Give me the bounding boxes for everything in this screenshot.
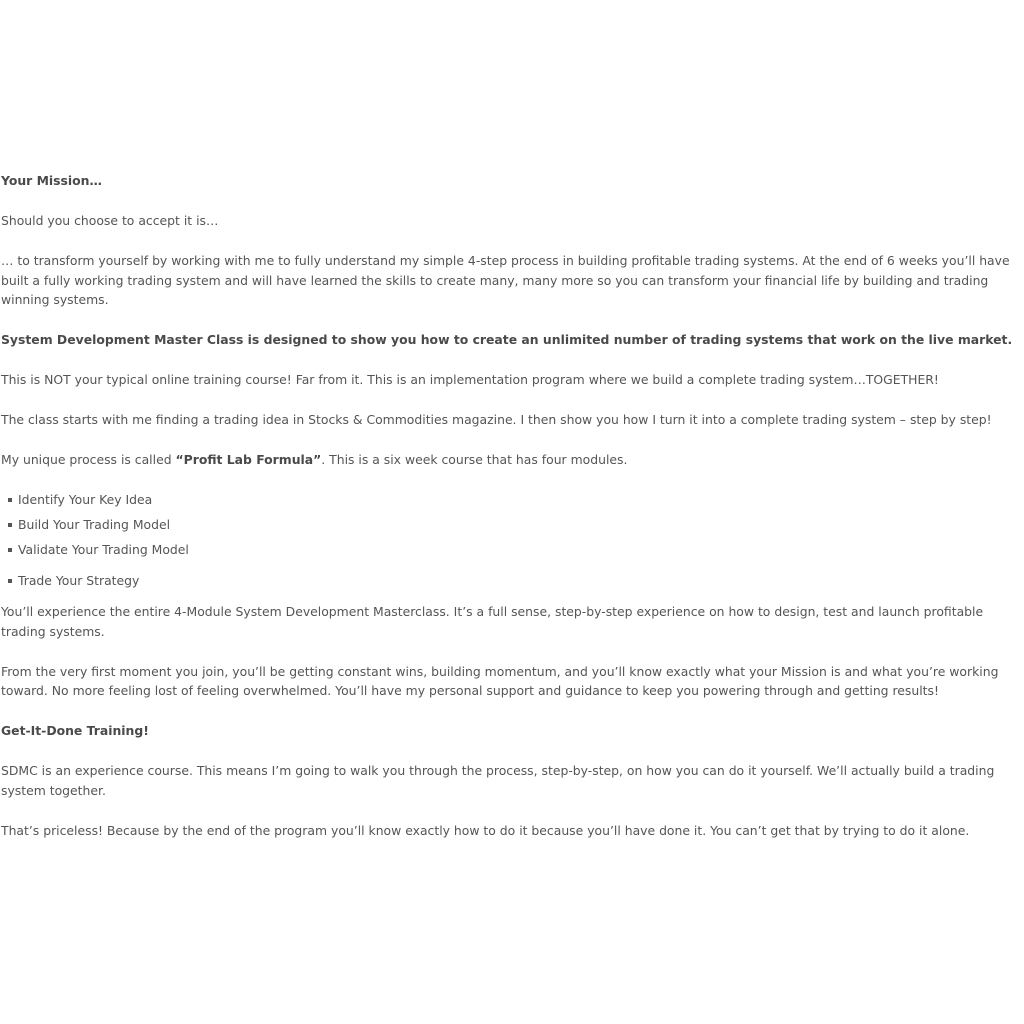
transform-paragraph: … to transform yourself by working with me to fully understand my simple 4-step process in building profitable trading systems. At the end of 6 weeks you’ll have built a fully working trading system and will have learned the skills to create many, many more so you can transform your financial life by building and trading winning systems. — [1, 253, 1010, 307]
first-moment-paragraph: From the very first moment you join, you’ll be getting constant wins, building momentum, and you’ll know exactly what your Mission is and what you’re working toward. No more feeling lost of feeling overwhelmed. You’ll have my personal support and guidance to keep you powering through and getting results! — [1, 663, 999, 698]
training-heading-text: Get-It-Done Training! — [1, 723, 149, 738]
process-name: “Profit Lab Formula” — [175, 452, 322, 467]
accept-line: Should you choose to accept it is… — [1, 213, 219, 228]
process-suffix: . This is a six week course that has four modules. — [321, 452, 628, 467]
master-class-statement-text: System Development Master Class is designed to show you how to create an unlimited number of trading systems that work on the live market. — [1, 332, 1013, 347]
module-item: Build Your Trading Model — [1, 515, 1017, 540]
not-typical-paragraph: This is NOT your typical online training course! Far from it. This is an implementation program where we build a complete trading system…TOGETHER! — [1, 372, 939, 387]
process-paragraph — [1, 450, 1017, 470]
class-start-paragraph: The class starts with me finding a trading idea in Stocks & Commodities magazine. I then show you how I turn it into a complete trading system – step by step! — [1, 412, 992, 427]
master-class-statement — [1, 330, 1017, 350]
experience-paragraph: You’ll experience the entire 4-Module System Development Masterclass. It’s a full sense, step-by-step experience on how to design, test and launch profitable trading systems. — [1, 604, 984, 639]
priceless-paragraph: That’s priceless! Because by the end of the program you’ll know exactly how to do it because you’ll have done it. You can’t get that by trying to do it alone. — [1, 822, 970, 838]
mission-heading — [1, 171, 1017, 191]
mission-heading-text: Your Mission… — [1, 173, 102, 188]
modules-list — [1, 490, 1017, 602]
article-content — [1, 171, 1017, 861]
module-item: Identify Your Key Idea — [1, 490, 1017, 515]
sdmc-paragraph: SDMC is an experience course. This means I’m going to walk you through the process, step-by-step, on how you can do it yourself. We’ll actually build a trading system together. — [1, 763, 995, 798]
module-item: Trade Your Strategy — [1, 565, 1017, 602]
training-heading — [1, 721, 1017, 741]
module-item: Validate Your Trading Model — [1, 540, 1017, 565]
process-prefix: My unique process is called — [1, 452, 176, 467]
